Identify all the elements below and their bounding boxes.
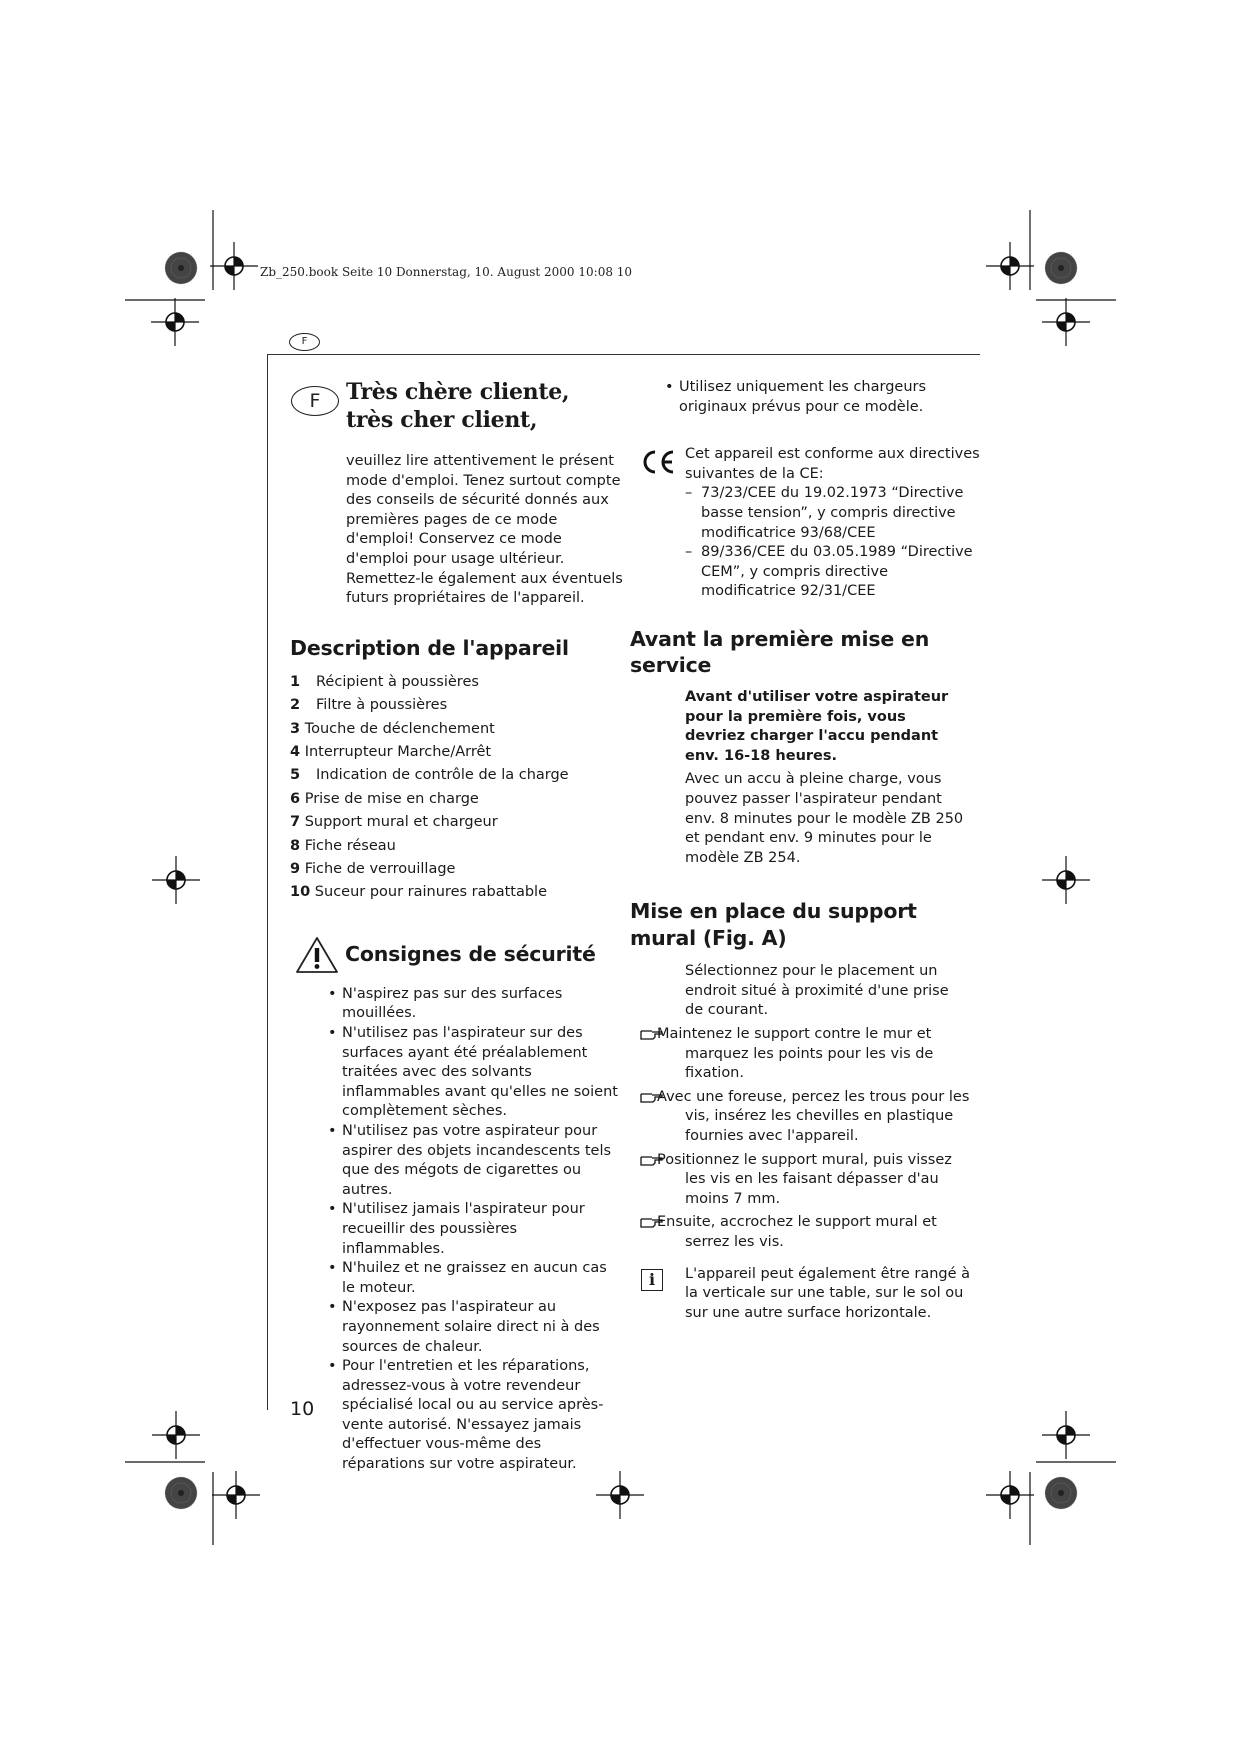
info-icon: i — [641, 1269, 663, 1291]
list-item: 7 Support mural et chargeur — [290, 814, 498, 831]
mount-step: Avec une foreuse, percez les trous pour les vis, insérez les chevilles en plastique fournies avec l'appareil. — [630, 1088, 980, 1147]
list-item: 10 Suceur pour rainures rabattable — [290, 884, 548, 901]
info-text: L'appareil peut également être rangé à la verticale sur une table, sur le sol ou sur une autre surface horizontale. — [685, 1265, 971, 1321]
language-badge: F — [289, 333, 320, 351]
safety-list — [328, 985, 620, 1475]
pointing-hand-icon — [640, 1028, 663, 1041]
ce-text: Cet appareil est conforme aux directives suivantes de la CE: — [685, 446, 980, 482]
list-item: 1 Récipient à poussières — [290, 673, 479, 690]
print-slug: Zb_250.book Seite 10 Donnerstag, 10. August 2000 10:08 10 — [260, 265, 633, 279]
description-heading: Description de l'appareil — [290, 635, 569, 660]
list-item: – 73/23/CEE du 19.02.1973 “Directive basse tension”, y compris directive modificatrice 93/68/CEE — [685, 484, 980, 543]
ce-directives — [685, 484, 980, 602]
description-list — [290, 671, 620, 905]
mount-heading: Mise en place du support mural (Fig. A) — [630, 899, 917, 951]
list-item: 9 Fiche de verrouillage — [290, 861, 456, 877]
first-use-heading: Avant la première mise en service — [630, 626, 930, 677]
pointing-hand-icon — [640, 1154, 663, 1167]
list-item: 8 Fiche réseau — [290, 837, 396, 854]
ce-conformity — [630, 445, 980, 602]
list-item: • Pour l'entretien et les réparations, adressez-vous à votre revendeur spécialisé local ou au service après-vente autorisé. N'essayez jamais d'effectuer vous-même des réparations sur votre aspirateur. — [328, 1357, 620, 1475]
list-item: • Utilisez uniquement les chargeurs originaux prévus pour ce modèle. — [665, 378, 965, 417]
warning-icon — [294, 935, 340, 975]
charger-list — [665, 378, 965, 417]
safety-header — [290, 935, 620, 975]
greeting-line-2: très cher client, — [346, 407, 538, 433]
right-column — [630, 378, 980, 1323]
list-item: • N'aspirez pas sur des surfaces mouillées. — [328, 985, 620, 1024]
first-use-warning: Avant d'utiliser votre aspirateur pour la première fois, vous devriez charger l'accu pendant env. 16-18 heures. — [685, 688, 949, 764]
first-use-text: Avec un accu à pleine charge, vous pouvez passer l'aspirateur pendant env. 8 minutes pour le modèle ZB 250 et pendant env. 9 minutes pour le modèle ZB 254. — [685, 771, 964, 866]
ce-mark-icon — [638, 447, 678, 477]
greeting-title — [346, 378, 620, 434]
page-number: 10 — [290, 1398, 315, 1420]
list-item: • N'exposez pas l'aspirateur au rayonnement solaire direct ni à des sources de chaleur. — [328, 1298, 620, 1357]
mount-step: Ensuite, accrochez le support mural et serrez les vis. — [630, 1213, 980, 1252]
margin-rule — [267, 354, 268, 1410]
greeting-language-badge: F — [291, 386, 339, 416]
mount-step: Positionnez le support mural, puis vissez les vis en les faisant dépasser d'au moins 7 mm. — [630, 1151, 980, 1210]
list-item: • N'utilisez pas votre aspirateur pour aspirer des objets incandescents tels que des mégots de cigarettes ou autres. — [328, 1122, 620, 1200]
left-column — [290, 378, 623, 1475]
list-item: – 89/336/CEE du 03.05.1989 “Directive CEM”, y compris directive modificatrice 92/31/CEE — [685, 543, 980, 602]
list-item: 2 Filtre à poussières — [290, 697, 448, 714]
list-item: 3 Touche de déclenchement — [290, 720, 495, 737]
intro-paragraph: veuillez lire attentivement le présent mode d'emploi. Tenez surtout compte des conseils de sécurité donnés aux premières pages de ce mode d'emploi! Conservez ce mode d'emploi pour usage ultérieur. Remettez-le également aux éventuels futurs propriétaires de l'appareil. — [346, 453, 623, 607]
list-item: 4 Interrupteur Marche/Arrêt — [290, 743, 492, 760]
list-item: 6 Prise de mise en charge — [290, 790, 479, 807]
safety-heading: Consignes de sécurité — [345, 941, 596, 966]
list-item: • N'utilisez jamais l'aspirateur pour recueillir des poussières inflammables. — [328, 1200, 620, 1259]
mount-intro: Sélectionnez pour le placement un endroit situé à proximité d'une prise de courant. — [685, 963, 949, 1019]
greeting-line-1: Très chère cliente, — [346, 379, 570, 405]
list-item: • N'utilisez pas l'aspirateur sur des surfaces ayant été préalablement traitées avec des solvants inflammables avant qu'elles ne soient complètement sèches. — [328, 1024, 620, 1122]
pointing-hand-icon — [640, 1091, 663, 1104]
pointing-hand-icon — [640, 1216, 663, 1229]
header-rule — [267, 354, 980, 355]
mount-step: Maintenez le support contre le mur et marquez les points pour les vis de fixation. — [630, 1025, 980, 1084]
info-note — [630, 1265, 980, 1324]
list-item: 5 Indication de contrôle de la charge — [290, 767, 569, 784]
list-item: • N'huilez et ne graissez en aucun cas le moteur. — [328, 1259, 620, 1298]
